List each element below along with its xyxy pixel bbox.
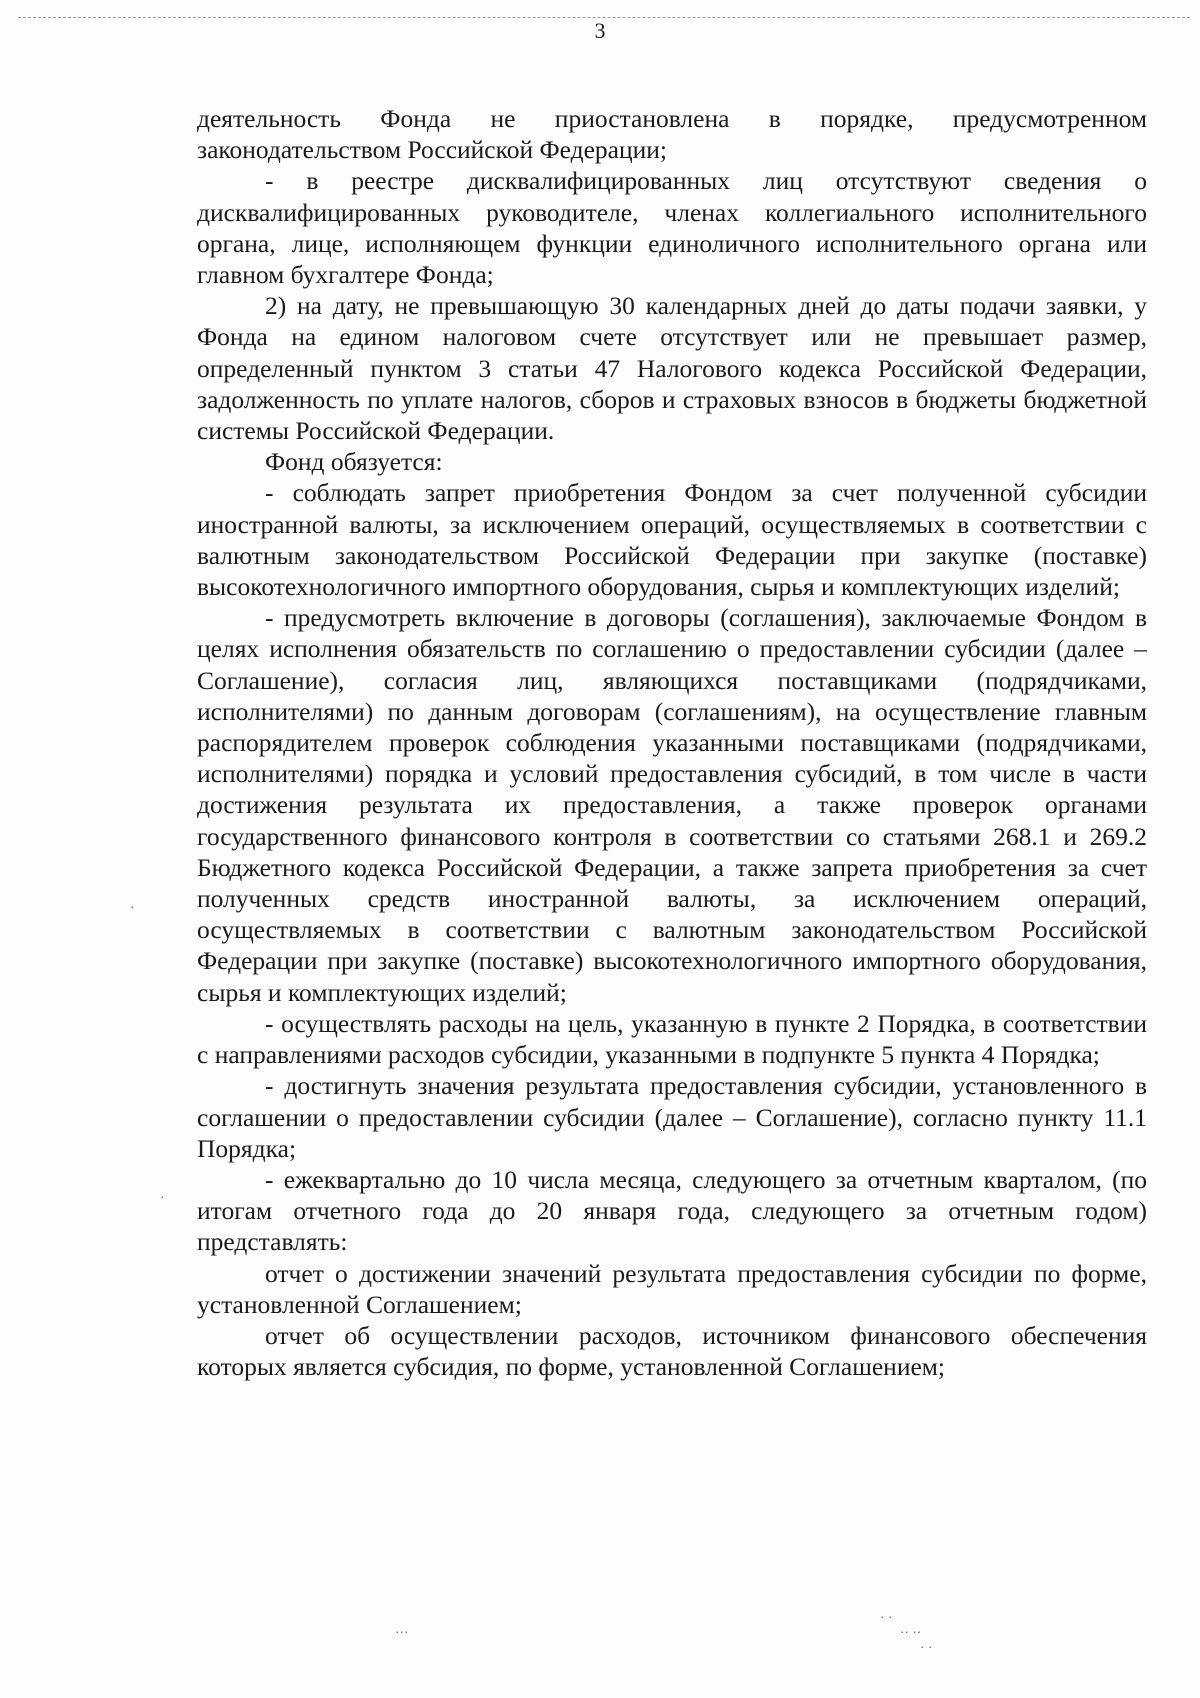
page-number: 3: [594, 18, 606, 43]
paragraph-quarterly-reporting: - ежеквартально до 10 числа месяца, следующего за отчетным кварталом, (по итогам отчетного года до 20 января года, следующего за отчетным годом) представлять:: [197, 1164, 1147, 1257]
document-body: [197, 103, 1147, 1382]
paragraph-result-report: отчет о достижении значений результата предоставления субсидии по форме, установленной Соглашением;: [197, 1258, 1147, 1319]
scan-speck: ⋅: [160, 1191, 165, 1206]
paragraph-activity-not-suspended: деятельность Фонда не приостановлена в порядке, предусмотренном законодательством Российской Федерации;: [197, 104, 1147, 165]
scan-speck: ⋅⋅⋅: [395, 1626, 409, 1641]
paragraph-expenses-report: отчет об осуществлении расходов, источником финансового обеспечения которых является субсидия, по форме, установленной Соглашением;: [197, 1320, 1147, 1382]
scan-speck: ⋅ ⋅: [920, 1641, 933, 1656]
paragraph-tax-debt: 2) на дату, не превышающую 30 календарных дней до даты подачи заявки, у Фонда на едином налоговом счете отсутствует или не превышает размер, определенный пунктом 3 статьи 47 Налогового кодекса Российской Федерации, задолженность по уплате налогов, сборов и страховых взносов в бюджеты бюджетной системы Российской Федерации.: [197, 291, 1147, 446]
paragraph-contract-inclusion: - предусмотреть включение в договоры (соглашения), заключаемые Фондом в целях исполнения обязательств по соглашению о предоставлении субсидии (далее – Соглашение), согласия лиц, являющихся поставщиками (подрядчиками, исполнителями) по данным договорам (соглашениям), на осуществление главным распорядителем проверок соблюдения указанными поставщиками (подрядчиками, исполнителями) порядка и условий предоставления субсидий, в том числе в части достижения результата их предоставления, а также проверок органами государственного финансового контроля в соответствии со статьями 268.1 и 269.2 Бюджетного кодекса Российской Федерации, а также запрета приобретения за счет полученных средств иностранной валюты, за исключением операций, осуществляемых в соответствии с валютным законодательством Российской Федерации при закупке (поставке) высокотехнологичного импортного оборудования, сырья и комплектующих изделий;: [197, 603, 1147, 1007]
paragraph-fund-obligations-heading: Фонд обязуется:: [265, 447, 443, 477]
paragraph-currency-ban: - соблюдать запрет приобретения Фондом за счет полученной субсидии иностранной валюты, за исключением операций, осуществляемых в соответствии с валютным законодательством Российской Федерации при закупке (поставке) высокотехнологичного импортного оборудования, сырья и комплектующих изделий;: [197, 478, 1147, 602]
scan-speck: ⋅: [130, 901, 135, 916]
scan-speck: ⋅ ⋅: [880, 1611, 893, 1626]
paragraph-disqualified-registry: - в реестре дисквалифицированных лиц отсутствуют сведения о дисквалифицированных руководителе, членах коллегиального исполнительного органа, лице, исполняющем функции единоличного исполнительного органа или главном бухгалтере Фонда;: [197, 166, 1147, 290]
scan-speck: ⋅⋅ ⋅⋅: [900, 1626, 922, 1641]
paragraph-achieve-result: - достигнуть значения результата предоставления субсидии, установленного в соглашении о предоставлении субсидии (далее – Соглашение), согласно пункту 11.1 Порядка;: [197, 1071, 1147, 1163]
paragraph-expenses-purpose: - осуществлять расходы на цель, указанную в пункте 2 Порядка, в соответствии с направлениями расходов субсидии, указанными в подпункте 5 пункта 4 Порядка;: [197, 1008, 1147, 1070]
